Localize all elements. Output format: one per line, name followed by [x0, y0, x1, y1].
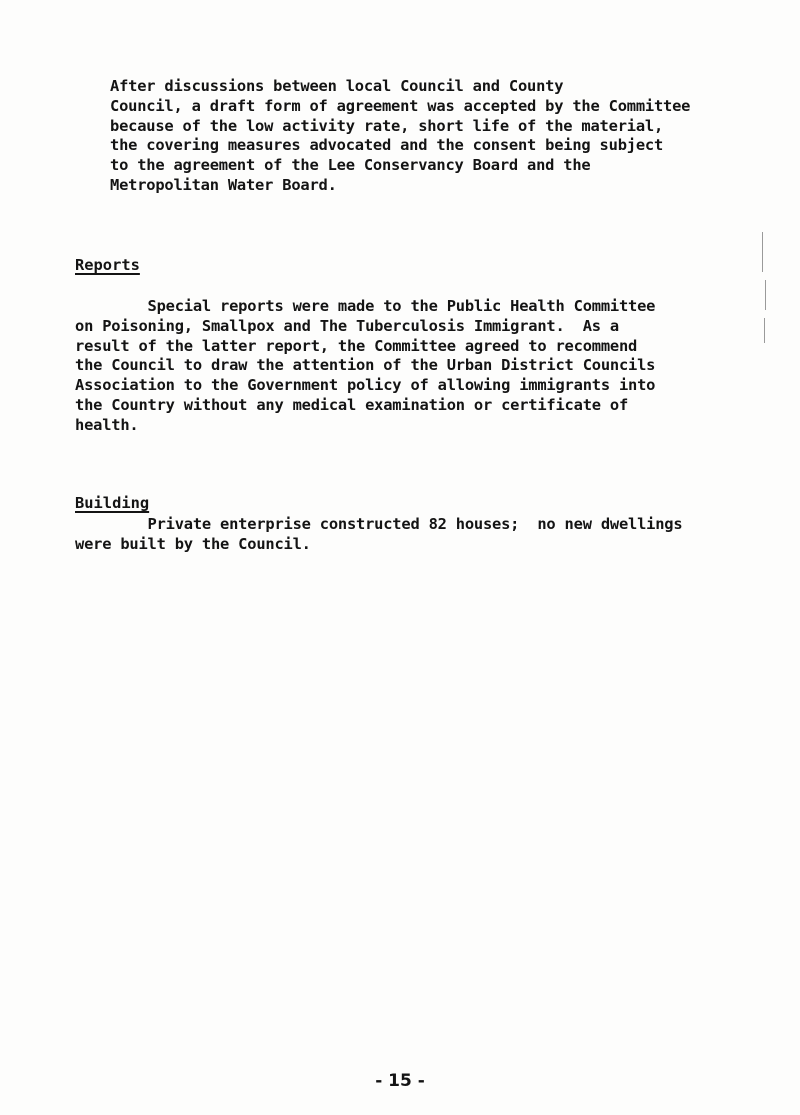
- building-paragraph: Private enterprise constructed 82 houses; no new dwellings were built by the Council.: [75, 515, 683, 553]
- scan-margin-mark: [764, 318, 765, 343]
- intro-paragraph: After discussions between local Council and County Council, a draft form of agreement was accepted by the Committee because of the low activity rate, short life of the material, the covering measures advocated and the consent being subject to the agreement of the Lee Conservancy Board and the Metropolitan Water Board.: [110, 77, 691, 194]
- reports-heading: Reports: [75, 256, 140, 274]
- scan-margin-mark: [762, 232, 763, 272]
- page-number: - 15 -: [375, 1071, 425, 1091]
- scan-margin-mark: [765, 280, 766, 310]
- building-heading: Building: [75, 494, 150, 512]
- reports-paragraph: Special reports were made to the Public Health Committee on Poisoning, Smallpox and The Tuberculosis Immigrant. As a result of the latter report, the Committee agreed to recommend the Council to draw the attention of the Urban District Councils Association to the Government policy of allowing immigrants into the Country without any medical examination or certificate of health.: [75, 297, 656, 434]
